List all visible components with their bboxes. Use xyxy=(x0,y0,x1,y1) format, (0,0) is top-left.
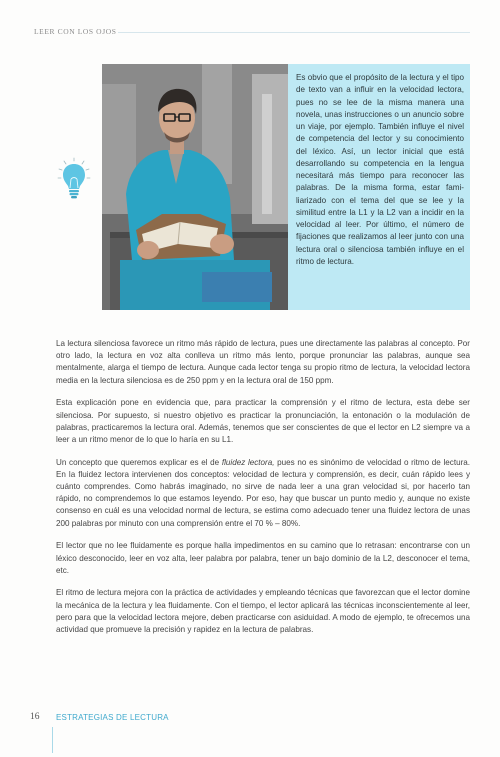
footer-book-title: ESTRATEGIAS DE LECTURA xyxy=(56,713,169,722)
paragraph: El lector que no lee fluidamente es porque halla impedimentos en su camino que lo retrasan: encontrarse con un léxico desconocido, leer en voz alta, leer palabra por palabra, tener un bajo dominio de la L2, desconocer el tema, etc. xyxy=(56,541,470,575)
feature-box-text: Es obvio que el propósito de la lectura y el tipo de texto van a influir en la velocidad lectora, pues no se lee de la misma manera una novela, unas instrucciones o un anuncio sobre un viaje, por ejemplo. También influye el nivel de competencia del lector y su conocimiento del léxico. Así, un lector inicial que está desarrollando su competencia en la lengua necesitará más tiempo para reconocer las palabras. De la misma forma, estar fami-liarizado con el tema del que se lee y la similitud entre la L1 y la L2 van a incidir en la velocidad al leer. Por último, el número de fijaciones que realizamos al leer junto con una lectura oral o silenciosa también influye en el ritmo de lectura. xyxy=(296,73,464,266)
header-rule xyxy=(118,32,470,33)
running-head: LEER CON LOS OJOS xyxy=(34,27,117,36)
footer-rule xyxy=(52,727,53,753)
man-reading-book-photo xyxy=(102,64,288,310)
paragraph: La lectura silenciosa favorece un ritmo más rápido de lectura, pues une directamente las palabras al concepto. Por otro lado, la lectura en voz alta conlleva un ritmo más lento, porque pronunciar las palabras, aunque sea mentalmente, alarga el tiempo de lectura. Aunque cada lector tenga su propio ritmo de lectura, la velocidad lectora media en la lectura silenciosa es de 250 ppm y en la lectura oral de 150 ppm. xyxy=(56,339,470,385)
main-text xyxy=(56,338,470,647)
paragraph: El ritmo de lectura mejora con la práctica de actividades y empleando técnicas que favorezcan que el lector domine la mecánica de la lectura y lea fluidamente. Con el tiempo, el lector aplicará las técnicas inconscientemente al leer, pero para que la velocidad lectora mejore, deben practicarse con asiduidad. A modo de ejemplo, te ofrecemos una actividad que promueve la precisión y rapidez en la lectura de palabras. xyxy=(56,588,470,635)
feature-box xyxy=(102,64,470,310)
paragraph xyxy=(56,457,470,530)
page-number: 16 xyxy=(30,712,40,722)
lightbulb-icon xyxy=(57,157,91,201)
paragraph-text: pues no es sinónimo de velocidad o ritmo de lectura. En la fluidez lectora intervienen dos conceptos: velocidad de lectura y comprensión, es decir, cuán rápido lees y cuánto comprendes. Como habrás imaginado, no sirve de nada leer a una gran velocidad si, por hacerlo tan rápido, no comprendemos lo que estamos leyendo. Por eso, hay que buscar un punto medio y, aunque no existe consenso en cuál es una velocidad normal de lectura, se estima como adecuado tener una fluidez lectora de unas 200 palabras por minuto con una comprensión entre el 70 % – 80%. xyxy=(56,457,471,528)
paragraph: Esta explicación pone en evidencia que, para practicar la comprensión y el ritmo de lectura, esta debe ser silenciosa. Por supuesto, si nuestro objetivo es practicar la pronunciación, la entonación o la modulación de palabras, practicaremos la lectura oral. Además, tenemos que ser conscientes de que el lector en L2 siempre va a leer a un ritmo menor de lo que lo haría en su L1. xyxy=(56,398,470,444)
paragraph-text: Un concepto que queremos explicar es el de xyxy=(56,457,222,467)
highlighted-term: fluidez lectora, xyxy=(221,457,275,467)
